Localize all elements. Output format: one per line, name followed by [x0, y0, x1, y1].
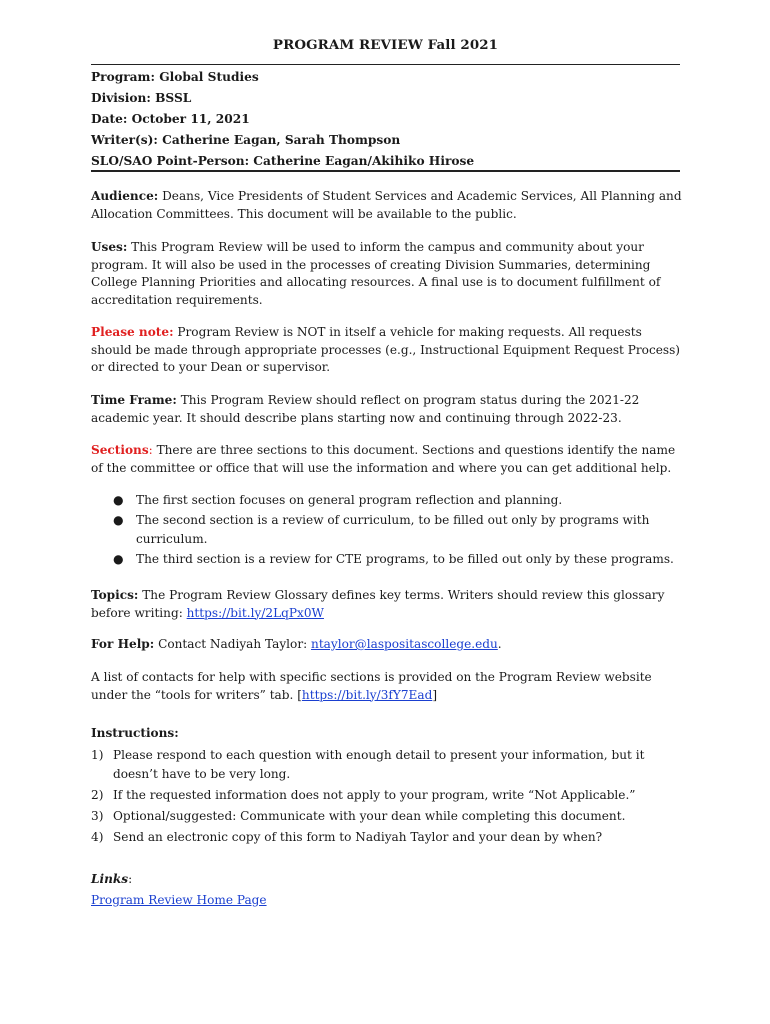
date-line: Date: October 11, 2021 [91, 112, 250, 126]
uses-paragraph [91, 239, 683, 309]
time-frame-paragraph [91, 392, 683, 427]
links-label: Links [91, 872, 129, 886]
list-item [91, 746, 683, 784]
list-item [91, 828, 683, 847]
sections-paragraph [91, 442, 683, 477]
tools-link[interactable]: https://bit.ly/3fY7Ead [301, 687, 433, 702]
sections-label: Sections [91, 443, 149, 457]
please-note-label: Please note: [91, 325, 174, 339]
uses-label: Uses: [91, 240, 128, 254]
glossary-link[interactable]: https://bit.ly/2LqPx0W [186, 605, 324, 620]
division-line: Division: BSSL [91, 91, 192, 105]
list-item-text: If the requested information does not apply to your program, write “Not Applicable.” [113, 788, 636, 802]
list-item [91, 550, 683, 570]
item-number: 4) [91, 830, 104, 844]
topics-text: The Program Review Glossary defines key terms. Writers should review this glossary before writing: [91, 588, 665, 620]
help-paragraph [91, 636, 683, 654]
time-frame-text: This Program Review should reflect on program status during the 2021-22 academic year. It should describe plans starting now and continuing through 2022-23. [91, 393, 640, 425]
top-rule [91, 64, 680, 65]
links-heading [91, 871, 683, 889]
list-item-text: Optional/suggested: Communicate with your dean while completing this document. [113, 809, 626, 823]
links-list [91, 892, 683, 910]
email-link[interactable]: ntaylor@laspositascollege.edu [311, 637, 498, 651]
audience-label: Audience: [91, 189, 159, 203]
list-item [91, 511, 683, 550]
list-item-text: The third section is a review for CTE programs, to be filled out only by these programs. [136, 551, 674, 566]
contacts-after: ] [432, 687, 438, 702]
uses-text: This Program Review will be used to inform the campus and community about your program. It will also be used in the processes of creating Division Summaries, determining College Planning Priorities and allocating resources. A final use is to document fulfillment of accreditation requirements. [91, 240, 661, 307]
topics-paragraph [91, 587, 683, 622]
item-number: 2) [91, 788, 104, 802]
bullet-icon: ● [113, 512, 124, 527]
list-item [91, 786, 683, 805]
contacts-paragraph [91, 669, 683, 704]
meta-bottom-rule [91, 170, 680, 172]
time-frame-label: Time Frame: [91, 393, 177, 407]
sections-text: There are three sections to this document. Sections and questions identify the name of the committee or office that will use the information and where you can get additional help. [91, 443, 676, 475]
page-title: PROGRAM REVIEW Fall 2021 [272, 37, 499, 53]
help-after: . [497, 637, 502, 651]
bullet-icon: ● [113, 493, 124, 507]
bullet-icon: ● [113, 551, 124, 566]
instructions-heading: Instructions: [91, 726, 179, 740]
sections-colon: : [148, 443, 153, 457]
program-meta [91, 67, 680, 172]
item-number: 3) [91, 809, 104, 823]
list-item-text: Send an electronic copy of this form to Nadiyah Taylor and your dean by when? [113, 830, 603, 844]
list-item-text: The first section focuses on general program reflection and planning. [136, 493, 563, 507]
sections-list [91, 491, 683, 569]
please-note-text: Program Review is NOT in itself a vehicle for making requests. All requests should be made through appropriate processes (e.g., Instructional Equipment Request Process) or directed to your Dean or supervisor. [91, 325, 681, 375]
item-number: 1) [91, 748, 104, 762]
help-label: For Help: [91, 637, 155, 651]
list-item-text: Please respond to each question with enough detail to present your information, but it doesn’t have to be very long. [113, 748, 645, 781]
writers-line: Writer(s): Catherine Eagan, Sarah Thompson [91, 133, 401, 147]
point-person-line: SLO/SAO Point-Person: Catherine Eagan/Akihiko Hirose [91, 154, 475, 168]
list-item [91, 491, 683, 511]
topics-label: Topics: [91, 588, 139, 602]
home-page-link[interactable]: Program Review Home Page [91, 893, 267, 907]
contacts-text: A list of contacts for help with specific sections is provided on the Program Review website under the “tools for writers” tab. [ [91, 670, 652, 702]
links-colon: : [128, 872, 133, 886]
list-item [91, 807, 683, 826]
list-item-text: The second section is a review of curriculum, to be filled out only by programs with curriculum. [136, 512, 650, 546]
program-line: Program: Global Studies [91, 70, 259, 84]
help-text: Contact Nadiyah Taylor: [154, 637, 312, 651]
please-note-paragraph [91, 324, 683, 377]
audience-paragraph [91, 188, 683, 223]
audience-text: Deans, Vice Presidents of Student Services and Academic Services, All Planning and Allocation Committees. This document will be available to the public. [91, 189, 682, 221]
instructions-list [91, 746, 683, 849]
